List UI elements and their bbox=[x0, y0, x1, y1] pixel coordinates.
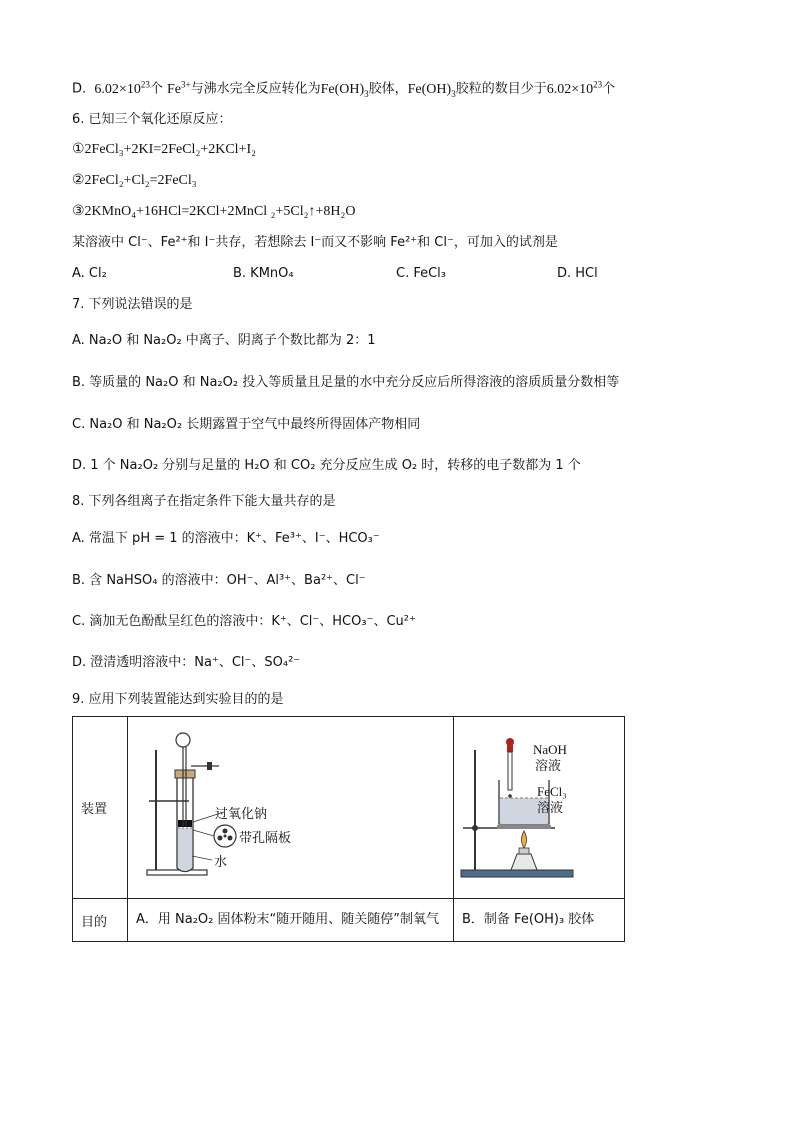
table-row bbox=[73, 899, 625, 942]
table-row bbox=[73, 717, 625, 899]
q9-table bbox=[72, 716, 625, 942]
q6-stem: 6. 已知三个氧化还原反应： bbox=[72, 112, 232, 127]
q7-option-a: A. Na₂O 和 Na₂O₂ 中离子、阴离子个数比都为 2：1 bbox=[72, 333, 376, 348]
purpose-b: B．制备 Fe(OH)₃ 胶体 bbox=[454, 899, 625, 942]
label-solution-2: 溶液 bbox=[537, 800, 564, 815]
q5-option-d bbox=[72, 74, 615, 103]
q7-stem: 7. 下列说法错误的是 bbox=[72, 297, 193, 312]
ion-fe: $Fe^{3+}$ bbox=[166, 79, 191, 97]
q6-option-b: B. KMnO₄ bbox=[233, 266, 294, 281]
text: 胶粒的数目少于 bbox=[455, 81, 547, 97]
q6-reaction-3: ③2KMnO₄+16HCl=2KCl+2MnCl ₂+5Cl₂↑+8H₂O bbox=[72, 204, 356, 219]
number-avogadro: $6.02\times 10^{23}$ bbox=[546, 79, 603, 97]
option-letter: D. bbox=[72, 81, 87, 97]
label-sodium-peroxide: 过氧化钠 bbox=[215, 806, 268, 821]
q6-question: 某溶液中 Cl⁻、Fe²⁺和 I⁻共存，若想除去 I⁻而又不影响 Fe²⁺和 Cl⁻，可加入的试剂是 bbox=[72, 235, 558, 250]
formula-feoh3: $Fe(OH)_3$ bbox=[407, 81, 456, 99]
q6-reaction-2: ②2FeCl₂+Cl₂=2FeCl₃ bbox=[72, 173, 197, 188]
label-fecl3: FeCl₃ bbox=[537, 784, 567, 799]
text: 与沸水完全反应转化为 bbox=[190, 81, 321, 97]
apparatus-b-diagram bbox=[455, 718, 623, 893]
q7-option-d: D. 1 个 Na₂O₂ 分别与足量的 H₂O 和 CO₂ 充分反应生成 O₂ 时，转移的电子数都为 1 个 bbox=[72, 458, 581, 473]
purpose-a: A．用 Na₂O₂ 固体粉末“随开随用、随关随停”制氧气 bbox=[128, 899, 454, 942]
formula-feoh3: $Fe(OH)_3$ bbox=[320, 81, 369, 99]
q7-option-c: C. Na₂O 和 Na₂O₂ 长期露置于空气中最终所得固体产物相同 bbox=[72, 417, 421, 432]
apparatus-b-cell bbox=[454, 717, 625, 899]
q7-option-b: B. 等质量的 Na₂O 和 Na₂O₂ 投入等质量且足量的水中充分反应后所得溶液的溶质质量分数相等 bbox=[72, 375, 620, 390]
q8-option-b: B. 含 NaHSO₄ 的溶液中：OH⁻、Al³⁺、Ba²⁺、Cl⁻ bbox=[72, 573, 366, 588]
q8-option-c: C. 滴加无色酚酞呈红色的溶液中：K⁺、Cl⁻、HCO₃⁻、Cu²⁺ bbox=[72, 614, 416, 629]
q9-stem: 9. 应用下列装置能达到实验目的的是 bbox=[72, 692, 284, 707]
q8-option-d: D. 澄清透明溶液中：Na⁺、Cl⁻、SO₄²⁻ bbox=[72, 655, 301, 670]
apparatus-a-diagram bbox=[129, 718, 452, 893]
q6-option-c: C. FeCl₃ bbox=[396, 266, 447, 281]
row-label-apparatus: 装置 bbox=[73, 717, 128, 899]
row-label-purpose: 目的 bbox=[73, 899, 128, 942]
q6-option-d: D. HCl bbox=[557, 266, 598, 281]
text: 个 bbox=[602, 81, 616, 97]
q8-stem: 8. 下列各组离子在指定条件下能大量共存的是 bbox=[72, 494, 336, 509]
q6-option-a: A. Cl₂ bbox=[72, 266, 107, 281]
text: 个 bbox=[149, 81, 163, 97]
label-naoh: NaOH bbox=[533, 742, 567, 757]
apparatus-a-cell bbox=[128, 717, 454, 899]
number-avogadro: $6.02\times 10^{23}$ bbox=[94, 79, 150, 97]
text: 胶体， bbox=[368, 81, 408, 97]
q6-reaction-1: ①2FeCl₃+2KI=2FeCl₂+2KCl+I₂ bbox=[72, 142, 257, 157]
label-water: 水 bbox=[214, 854, 228, 869]
label-solution-1: 溶液 bbox=[535, 758, 562, 773]
q8-option-a: A. 常温下 pH = 1 的溶液中：K⁺、Fe³⁺、I⁻、HCO₃⁻ bbox=[72, 531, 380, 546]
label-perforated-plate: 带孔隔板 bbox=[239, 830, 292, 845]
